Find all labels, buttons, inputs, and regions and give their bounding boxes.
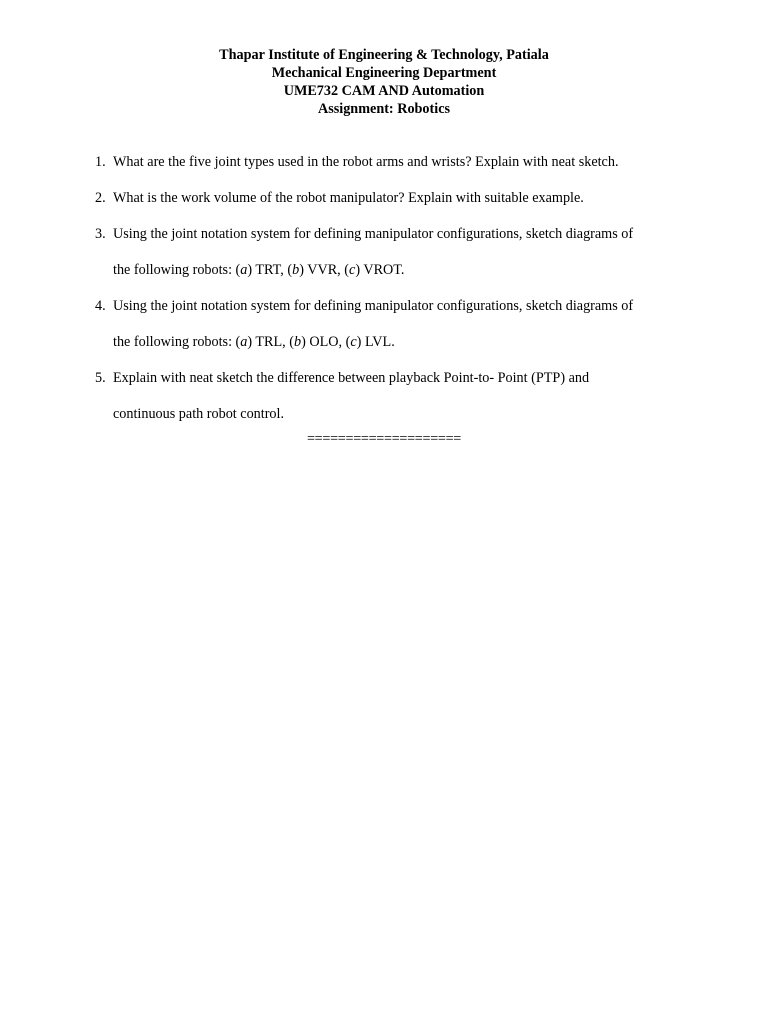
question-text-line-2: the following robots: (a) TRL, (b) OLO, (c) LVL. — [113, 334, 395, 350]
question-text: What are the five joint types used in the robot arms and wrists? Explain with neat sketch. — [113, 154, 619, 170]
question-text-line-1: Using the joint notation system for defining manipulator configurations, sketch diagrams of — [113, 298, 634, 314]
institute-name: Thapar Institute of Engineering & Technology, Patiala — [219, 47, 549, 63]
question-number: 5. — [95, 370, 106, 386]
question-item — [95, 360, 695, 432]
question-text-line-2: continuous path robot control. — [113, 406, 285, 422]
question-item — [95, 216, 695, 288]
question-text: What is the work volume of the robot manipulator? Explain with suitable example. — [113, 190, 584, 206]
question-text-line-1: Explain with neat sketch the difference between playback Point-to- Point (PTP) and — [113, 370, 590, 386]
end-separator: ==================== — [306, 431, 462, 447]
assignment-title: Assignment: Robotics — [317, 101, 451, 117]
department-name: Mechanical Engineering Department — [271, 65, 497, 81]
question-number: 4. — [95, 298, 106, 314]
question-item — [95, 288, 695, 360]
question-number: 1. — [95, 154, 106, 170]
question-number: 2. — [95, 190, 106, 206]
question-item — [95, 144, 695, 180]
question-list — [95, 144, 695, 432]
question-item — [95, 180, 695, 216]
question-text-line-1: Using the joint notation system for defining manipulator configurations, sketch diagrams of — [113, 226, 634, 242]
document-header — [0, 46, 768, 118]
course-title: UME732 CAM AND Automation — [283, 83, 485, 99]
question-number: 3. — [95, 226, 106, 242]
question-text-line-2: the following robots: (a) TRT, (b) VVR, (c) VROT. — [113, 262, 405, 278]
